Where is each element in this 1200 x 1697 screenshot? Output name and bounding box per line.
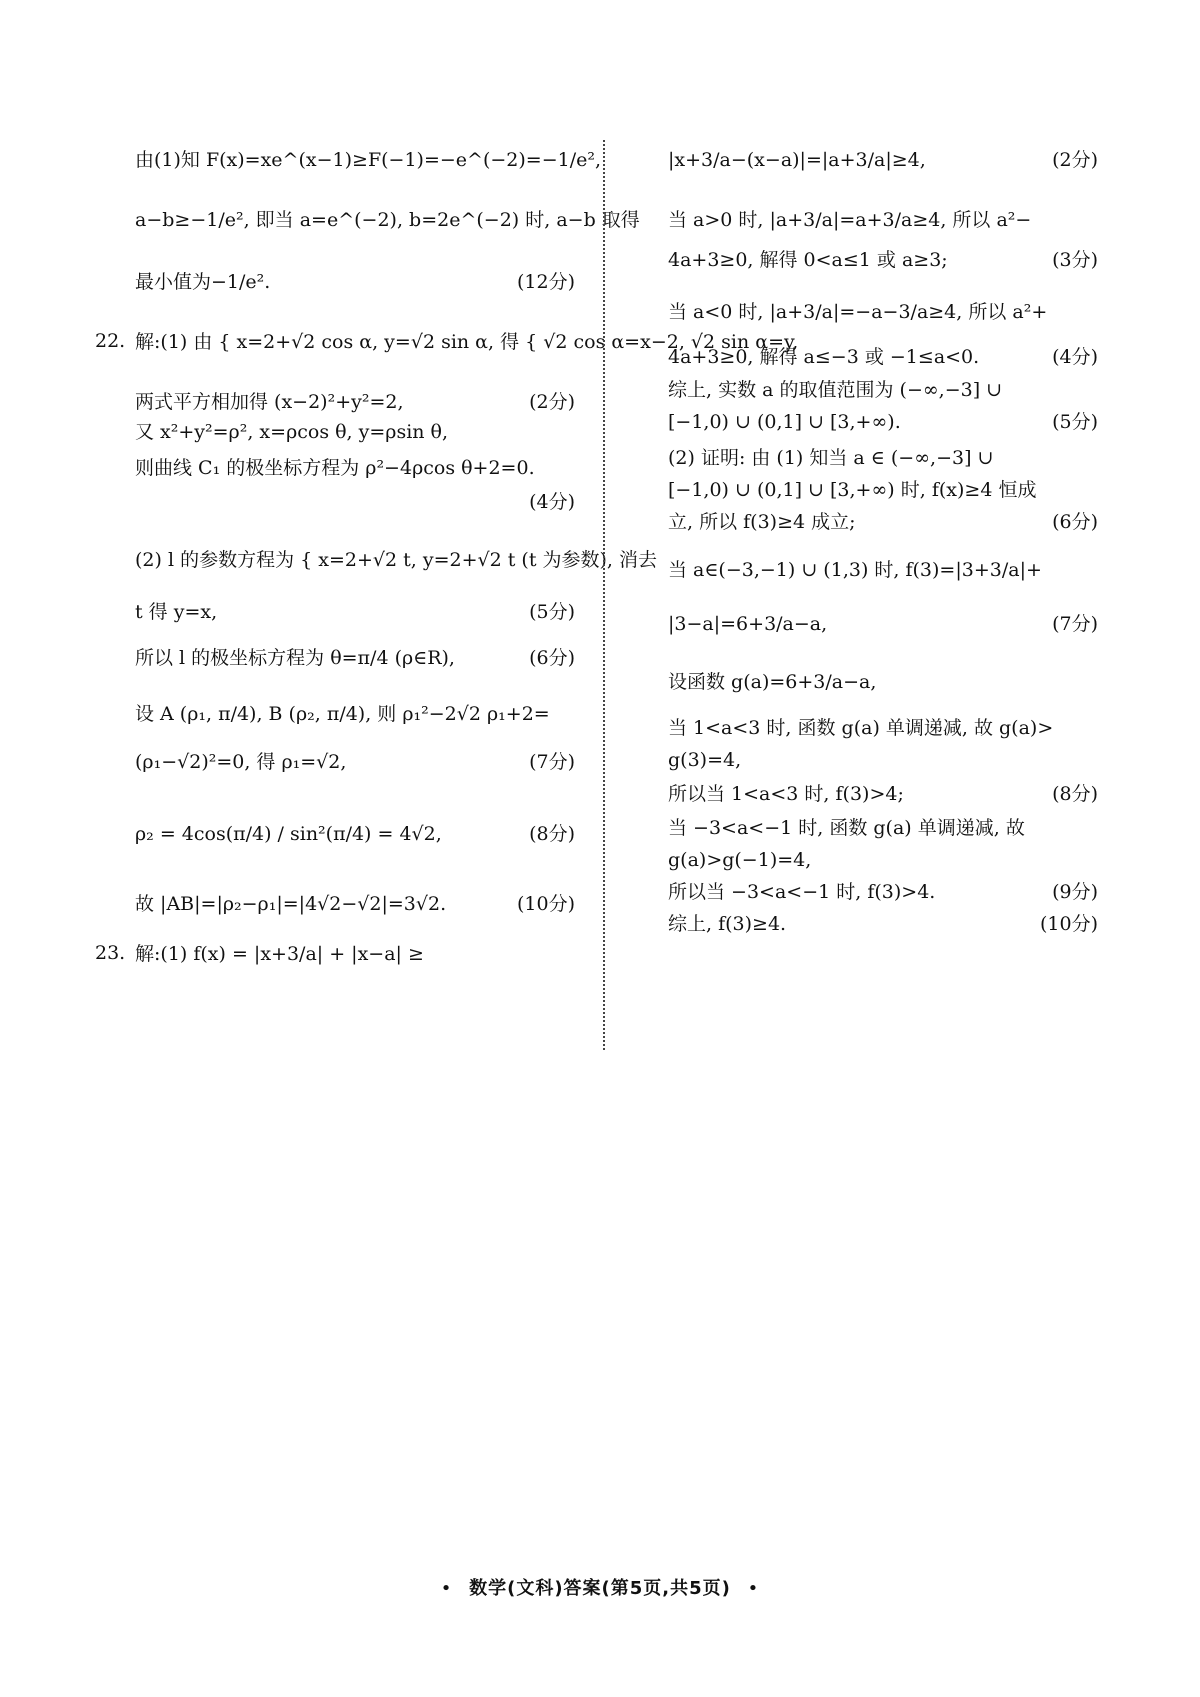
text-line — [135, 822, 575, 846]
text-line: 当 a>0 时, |a+3/a|=a+3/a≥4, 所以 a²− — [668, 209, 1032, 231]
text-line: 解:(1) f(x) = |x+3/a| + |x−a| ≥ — [135, 943, 424, 965]
score-label: (7分) — [1052, 613, 1098, 635]
text-line: |x+3/a−(x−a)|=|a+3/a|≥4, — [668, 149, 926, 171]
text-line: 当 a<0 时, |a+3/a|=−a−3/a≥4, 所以 a²+ — [668, 301, 1048, 323]
question-number: 23. — [95, 942, 126, 964]
text-line — [668, 510, 1098, 534]
score-label: (4分) — [1052, 346, 1098, 368]
score-label: (4分) — [529, 491, 575, 513]
text-line: [−1,0) ∪ (0,1] ∪ [3,+∞) 时, f(x)≥4 恒成 — [668, 479, 1037, 501]
score-label: (7分) — [529, 751, 575, 773]
text-line — [668, 410, 1098, 434]
text-line — [668, 248, 1098, 272]
text-line: 解:(1) 由 { x=2+√2 cos α, y=√2 sin α, 得 { √2 cos α=x−2, √2 sin α=y, — [135, 331, 799, 353]
text-line: (2) 证明: 由 (1) 知当 a ∈ (−∞,−3] ∪ — [668, 447, 994, 469]
text-line: 设 A (ρ₁, π/4), B (ρ₂, π/4), 则 ρ₁²−2√2 ρ₁+2= — [135, 703, 550, 725]
text-line: 综上, f(3)≥4. — [668, 913, 787, 935]
text-line: 综上, 实数 a 的取值范围为 (−∞,−3] ∪ — [668, 379, 1003, 401]
score-label: (6分) — [1052, 511, 1098, 533]
text-line — [135, 270, 575, 294]
score-label: (10分) — [516, 893, 575, 915]
text-line: (ρ₁−√2)²=0, 得 ρ₁=√2, — [135, 751, 347, 773]
text-line — [668, 782, 1098, 806]
score-label: (8分) — [529, 823, 575, 845]
text-line: g(a)>g(−1)=4, — [668, 849, 812, 871]
text-line: g(3)=4, — [668, 749, 742, 771]
text-line — [135, 892, 575, 916]
text-line: [−1,0) ∪ (0,1] ∪ [3,+∞). — [668, 411, 901, 433]
text-line — [135, 600, 575, 624]
score-label: (5分) — [1052, 411, 1098, 433]
text-line: 立, 所以 f(3)≥4 成立; — [668, 511, 856, 533]
score-label: (2分) — [1052, 149, 1098, 171]
text-line: (2) l 的参数方程为 { x=2+√2 t, y=2+√2 t (t 为参数), 消去 — [135, 549, 657, 571]
text-line: 所以当 −3<a<−1 时, f(3)>4. — [668, 881, 936, 903]
text-line — [668, 345, 1098, 369]
text-line — [135, 646, 575, 670]
bullet-right: • — [747, 1578, 760, 1599]
score-label: (6分) — [529, 647, 575, 669]
text-line: 所以当 1<a<3 时, f(3)>4; — [668, 783, 904, 805]
text-line: 则曲线 C₁ 的极坐标方程为 ρ²−4ρcos θ+2=0. — [135, 457, 535, 479]
page-footer — [0, 1574, 1200, 1600]
bullet-left: • — [440, 1578, 453, 1599]
text-line: 当 a∈(−3,−1) ∪ (1,3) 时, f(3)=|3+3/a|+ — [668, 559, 1042, 581]
text-line: 由(1)知 F(x)=xe^(x−1)≥F(−1)=−e^(−2)=−1/e², — [135, 149, 602, 171]
text-line: t 得 y=x, — [135, 601, 218, 623]
text-line: 4a+3≥0, 解得 0<a≤1 或 a≥3; — [668, 249, 948, 271]
score-label: (5分) — [529, 601, 575, 623]
text-line: |3−a|=6+3/a−a, — [668, 613, 828, 635]
score-label: (12分) — [516, 271, 575, 293]
text-line: a−b≥−1/e², 即当 a=e^(−2), b=2e^(−2) 时, a−b 取得 — [135, 209, 640, 231]
score-label: (2分) — [529, 391, 575, 413]
text-line: 最小值为−1/e². — [135, 271, 271, 293]
score-label: (3分) — [1052, 249, 1098, 271]
text-line: 当 1<a<3 时, 函数 g(a) 单调递减, 故 g(a)> — [668, 717, 1054, 739]
score-label: (8分) — [1052, 783, 1098, 805]
footer-text: 数学(文科)答案(第5页,共5页) — [469, 1578, 731, 1599]
text-line: 又 x²+y²=ρ², x=ρcos θ, y=ρsin θ, — [135, 421, 449, 443]
text-line — [135, 390, 575, 414]
text-line: 设函数 g(a)=6+3/a−a, — [668, 671, 877, 693]
text-line: 两式平方相加得 (x−2)²+y²=2, — [135, 391, 404, 413]
text-line: ρ₂ = 4cos(π/4) / sin²(π/4) = 4√2, — [135, 823, 442, 845]
text-line — [668, 880, 1098, 904]
question-number: 22. — [95, 330, 126, 352]
text-line — [668, 612, 1098, 636]
column-divider — [603, 140, 605, 1050]
text-line — [668, 912, 1098, 936]
text-line: 当 −3<a<−1 时, 函数 g(a) 单调递减, 故 — [668, 817, 1025, 839]
text-line: 4a+3≥0, 解得 a≤−3 或 −1≤a<0. — [668, 346, 980, 368]
text-line: 所以 l 的极坐标方程为 θ=π/4 (ρ∈R), — [135, 647, 455, 669]
text-line — [135, 750, 575, 774]
score-label: (10分) — [1039, 913, 1098, 935]
text-line: 故 |AB|=|ρ₂−ρ₁|=|4√2−√2|=3√2. — [135, 893, 447, 915]
text-line — [668, 148, 1098, 172]
score-label: (9分) — [1052, 881, 1098, 903]
